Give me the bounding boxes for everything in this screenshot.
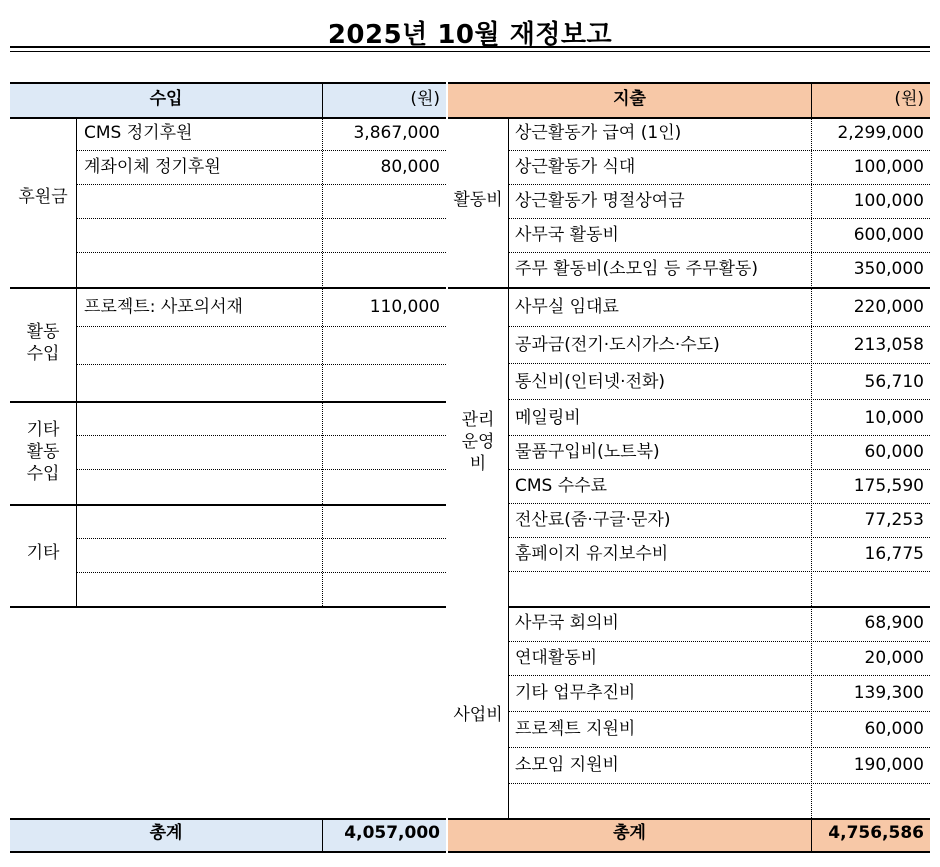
expense-item: 물품구입비(노트북) (515, 442, 660, 462)
income-item: CMS 정기후원 (84, 123, 193, 143)
expense-item: 사무국 활동비 (515, 225, 619, 245)
expense-amount: 68,900 (864, 613, 924, 633)
expense-amount: 20,000 (864, 648, 924, 668)
income-group-label: 후원금 (18, 187, 68, 207)
expense-item: 상근활동가 급여 (1인) (515, 123, 682, 143)
expense-group-label: 활동비 (453, 190, 503, 210)
grid-line (508, 326, 930, 327)
income-amount: 3,867,000 (353, 123, 440, 143)
grid-line (76, 364, 446, 365)
income-amount: 110,000 (369, 297, 440, 317)
expense-item: CMS 수수료 (515, 476, 607, 496)
income-unit: (원) (410, 89, 440, 109)
expense-amount: 100,000 (853, 157, 924, 177)
grid-line (76, 469, 446, 470)
expense-amount: 175,590 (853, 476, 924, 496)
grid-line (322, 82, 323, 117)
income-header: 수입 (149, 89, 183, 109)
grid-line (76, 435, 446, 436)
grid-line (448, 287, 930, 289)
expense-total-label: 총계 (613, 823, 646, 843)
expense-item: 기타 업무추진비 (515, 683, 636, 703)
income-total: 4,057,000 (344, 823, 440, 843)
income-item: 계좌이체 정기후원 (84, 157, 221, 177)
expense-amount: 220,000 (853, 297, 924, 317)
expense-amount: 56,710 (864, 372, 924, 392)
income-total-label: 총계 (149, 823, 183, 843)
expense-amount: 77,253 (864, 510, 924, 530)
expense-item: 소모임 지원비 (515, 755, 619, 775)
grid-line (448, 851, 930, 853)
income-group-label: 기타 활동 수입 (26, 420, 60, 484)
expense-item: 통신비(인터넷·전화) (515, 372, 666, 392)
grid-line (322, 117, 323, 606)
expense-amount: 139,300 (853, 683, 924, 703)
expense-amount: 600,000 (853, 225, 924, 245)
expense-item: 프로젝트 지원비 (515, 719, 636, 739)
grid-line (76, 326, 446, 327)
grid-line (76, 538, 446, 539)
expense-group-label: 관리 운영 비 (461, 410, 495, 474)
expense-total: 4,756,586 (828, 823, 924, 843)
grid-line (76, 184, 446, 185)
grid-line (10, 82, 446, 84)
expense-item: 사무실 임대료 (515, 297, 619, 317)
grid-line (10, 606, 446, 608)
grid-line (76, 117, 77, 606)
expense-item: 사무국 회의비 (515, 613, 619, 633)
grid-line (508, 363, 930, 364)
grid-line (76, 218, 446, 219)
expense-amount: 60,000 (864, 719, 924, 739)
grid-line (322, 818, 323, 851)
page-title: 2025년 10월 재정보고 (327, 20, 613, 50)
grid-line (10, 851, 446, 853)
expense-item: 홈페이지 유지보수비 (515, 544, 669, 564)
expense-item: 메일링비 (515, 408, 581, 428)
expense-item: 주무 활동비(소모임 등 주무활동) (515, 259, 758, 279)
expense-amount: 10,000 (864, 408, 924, 428)
expense-amount: 16,775 (864, 544, 924, 564)
expense-item: 전산료(줌·구글·문자) (515, 510, 671, 530)
grid-line (76, 572, 446, 573)
expense-group-label: 사업비 (453, 705, 503, 725)
income-amount: 80,000 (380, 157, 440, 177)
expense-item: 상근활동가 명절상여금 (515, 191, 685, 211)
expense-amount: 190,000 (853, 755, 924, 775)
grid-line (508, 783, 930, 784)
expense-amount: 350,000 (853, 259, 924, 279)
grid-line (448, 82, 930, 84)
income-group-label: 기타 (26, 543, 60, 563)
grid-line (76, 252, 446, 253)
expense-amount: 213,058 (853, 335, 924, 355)
expense-item: 상근활동가 식대 (515, 157, 636, 177)
title-underline-thin (10, 51, 930, 52)
income-item: 프로젝트: 사포의서재 (84, 297, 243, 317)
expense-header: 지출 (613, 89, 646, 109)
expense-item: 공과금(전기·도시가스·수도) (515, 335, 720, 355)
grid-line (508, 571, 930, 572)
expense-amount: 2,299,000 (837, 123, 924, 143)
grid-line (811, 82, 812, 117)
title-underline (10, 46, 930, 48)
expense-item: 연대활동비 (515, 648, 598, 668)
grid-line (508, 399, 930, 400)
expense-amount: 100,000 (853, 191, 924, 211)
expense-amount: 60,000 (864, 442, 924, 462)
income-group-label: 활동 수입 (26, 322, 60, 364)
expense-unit: (원) (894, 89, 924, 109)
